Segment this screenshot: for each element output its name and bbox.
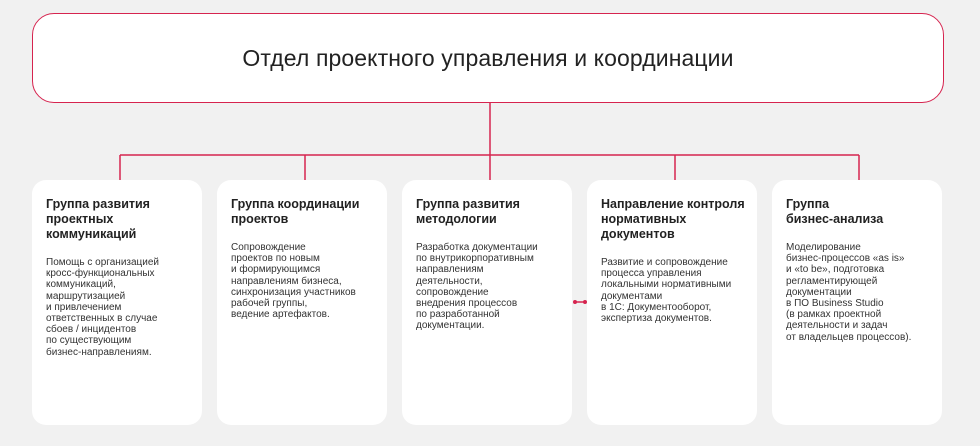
group-description: Развитие и сопровождение процесса управления локальными нормативными документами в 1С: Документооборот, экспертиза документов.	[601, 257, 732, 325]
group-title: Направление контроля нормативных документов	[601, 197, 745, 241]
group-description: Помощь с организацией кросс-функциональных коммуникаций, маршрутизацией и привлечением ответственных в случае сбоев / инцидентов по существующим бизнес-направлениям.	[46, 257, 160, 358]
group-card-business-analysis	[772, 180, 942, 425]
department-title: Отдел проектного управления и координации	[242, 44, 734, 71]
group-description: Разработка документации по внутрикорпоративным направлениям деятельности, сопровождение внедрения процессов по разработанной документации.	[416, 242, 538, 332]
group-title: Группа развития проектных коммуникаций	[46, 197, 150, 241]
group-description: Моделирование бизнес-процессов «as is» и «to be», подготовка регламентирующей документации в ПО Business Studio (в рамках проектной деятельности и задач от владельцев процессов).	[786, 242, 912, 343]
group-title: Группа бизнес-анализа	[786, 197, 884, 226]
group-title: Группа координации проектов	[231, 197, 360, 226]
group-description: Сопровождение проектов по новым и формирующимся направлениям бизнеса, синхронизация участников рабочей группы, ведение артефактов.	[231, 242, 356, 321]
group-card-normative-control	[587, 180, 757, 425]
group-card-methodology	[402, 180, 572, 425]
group-title: Группа развития методологии	[416, 197, 520, 226]
group-card-coordination	[217, 180, 387, 425]
group-card-communications	[32, 180, 202, 425]
department-box	[32, 13, 944, 103]
link-dot-left	[573, 300, 577, 304]
